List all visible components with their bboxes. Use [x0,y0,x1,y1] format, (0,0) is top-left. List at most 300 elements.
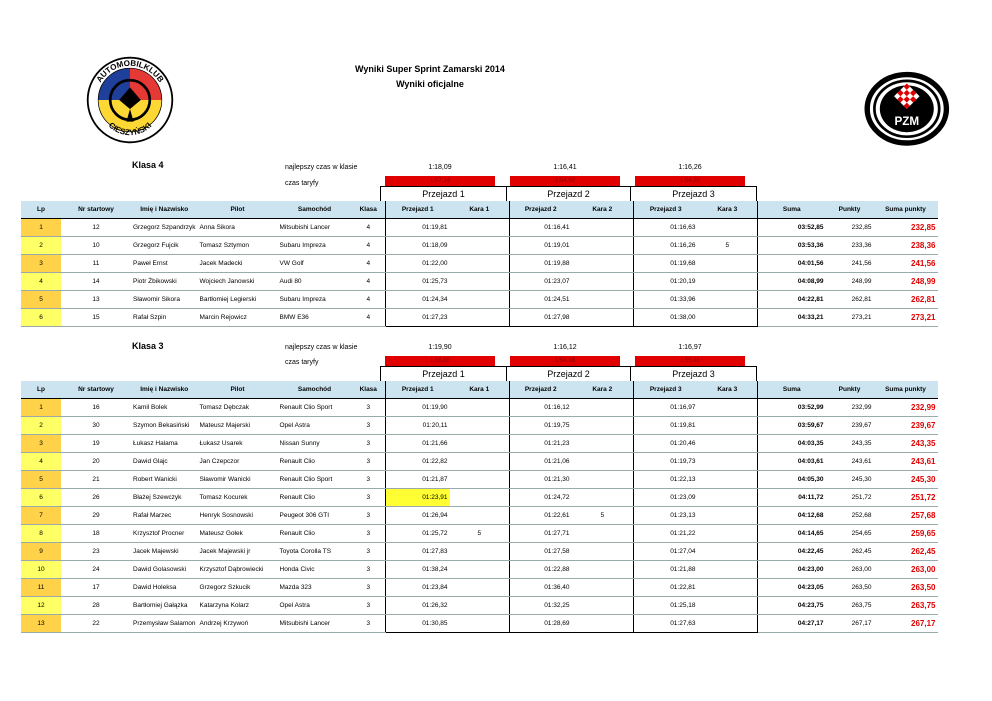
cell-lp: 1 [21,399,61,417]
cell-penalty-3 [698,453,758,471]
cell-penalty-2 [572,273,634,291]
column-header: Nr startowy [61,201,131,219]
cell-total-time: 04:27,17 [758,615,826,633]
cell-penalty-1 [450,273,510,291]
cell-points: 248,99 [826,273,874,291]
cell-lp: 5 [21,471,61,489]
column-header: Imię i Nazwisko [131,381,198,399]
table-row [21,309,938,327]
tariff-label: czas taryfy [285,359,319,366]
cell-car: Renault Clio [278,453,352,471]
cell-penalty-3 [698,255,758,273]
table-row [21,237,938,255]
cell-run-3: 01:22,13 [634,471,698,489]
cell-start-number: 23 [61,543,131,561]
cell-class: 4 [352,291,386,309]
best-time-label: najlepszy czas w klasie [285,344,358,351]
cell-penalty-3 [698,525,758,543]
column-header: Przejazd 2 [510,201,572,219]
cell-pilot: Jan Czepczor [198,453,278,471]
cell-penalty-1: 5 [450,525,510,543]
cell-penalty-1 [450,435,510,453]
cell-run-2: 01:28,69 [510,615,572,633]
cell-start-number: 13 [61,291,131,309]
table-row [21,489,938,507]
cell-run-1: 01:21,66 [386,435,450,453]
column-header: Samochód [278,381,352,399]
cell-class: 3 [352,435,386,453]
cell-driver: Paweł Ernst [131,255,198,273]
cell-points: 243,61 [826,453,874,471]
run-header-3: Przejazd 3 [630,186,757,202]
table-row [21,543,938,561]
cell-run-1: 01:18,09 [386,237,450,255]
column-header: Kara 2 [572,381,634,399]
cell-start-number: 20 [61,453,131,471]
cell-pilot: Krzysztof Dąbrowiecki [198,561,278,579]
column-header: Lp [21,201,61,219]
column-header: Klasa [352,381,386,399]
cell-points: 263,75 [826,597,874,615]
cell-penalty-2: 5 [572,507,634,525]
cell-total-points: 232,85 [874,219,938,237]
cell-run-1: 01:21,87 [386,471,450,489]
cell-pilot: Anna Sikora [198,219,278,237]
cell-pilot: Wojciech Janowski [198,273,278,291]
cell-points: 239,67 [826,417,874,435]
cell-run-3: 01:19,73 [634,453,698,471]
cell-lp: 3 [21,435,61,453]
cell-start-number: 10 [61,237,131,255]
svg-text:CIESZYŃSKI: CIESZYŃSKI [106,120,154,138]
tariff-time-2: 1:54,62 [510,176,620,187]
cell-run-1: 01:23,91 [386,489,450,507]
cell-penalty-1 [450,597,510,615]
cell-total-time: 03:52,85 [758,219,826,237]
cell-penalty-1 [450,255,510,273]
cell-class: 3 [352,399,386,417]
cell-run-3: 01:33,96 [634,291,698,309]
cell-pilot: Mateusz Gołek [198,525,278,543]
tariff-time-2: 1:54,18 [510,356,620,367]
run-header-2: Przejazd 2 [506,366,631,382]
cell-run-3: 01:16,26 [634,237,698,255]
cell-start-number: 24 [61,561,131,579]
cell-run-2: 01:24,72 [510,489,572,507]
table-row [21,399,938,417]
cell-class: 3 [352,471,386,489]
cell-run-2: 01:21,23 [510,435,572,453]
cell-total-time: 04:11,72 [758,489,826,507]
cell-driver: Jacek Majewski [131,543,198,561]
table-row [21,579,938,597]
cell-penalty-3 [698,417,758,435]
cell-penalty-3 [698,543,758,561]
cell-total-time: 04:33,21 [758,309,826,327]
cell-class: 3 [352,417,386,435]
cell-penalty-2 [572,291,634,309]
cell-driver: Przemysław Salamon [131,615,198,633]
cell-penalty-1 [450,237,510,255]
cell-total-points: 263,75 [874,597,938,615]
cell-start-number: 15 [61,309,131,327]
cell-class: 3 [352,543,386,561]
cell-driver: Dawid Glajc [131,453,198,471]
cell-penalty-3 [698,219,758,237]
cell-lp: 10 [21,561,61,579]
cell-total-points: 263,00 [874,561,938,579]
cell-pilot: Tomasz Dębczak [198,399,278,417]
cell-pilot: Henryk Sosnowski [198,507,278,525]
cell-penalty-1 [450,471,510,489]
cell-driver: Krzysztof Procner [131,525,198,543]
cell-penalty-3 [698,597,758,615]
column-header: Imię i Nazwisko [131,201,198,219]
cell-run-2: 01:21,30 [510,471,572,489]
cell-car: Honda Civic [278,561,352,579]
cell-points: 267,17 [826,615,874,633]
column-header: Suma punkty [874,201,938,219]
cell-start-number: 22 [61,615,131,633]
cell-penalty-3 [698,471,758,489]
cell-penalty-3 [698,561,758,579]
cell-run-3: 01:21,88 [634,561,698,579]
cell-class: 3 [352,525,386,543]
cell-penalty-1 [450,615,510,633]
cell-car: Opel Astra [278,417,352,435]
cell-run-3: 01:38,00 [634,309,698,327]
cell-car: VW Golf [278,255,352,273]
cell-total-points: 251,72 [874,489,938,507]
cell-lp: 2 [21,237,61,255]
results-table-klasa-4 [21,201,938,327]
cell-total-time: 03:53,36 [758,237,826,255]
cell-penalty-2 [572,561,634,579]
cell-penalty-1 [450,507,510,525]
cell-penalty-1 [450,399,510,417]
cell-car: Renault Clio Sport [278,471,352,489]
cell-class: 3 [352,597,386,615]
cell-start-number: 28 [61,597,131,615]
cell-run-1: 01:38,24 [386,561,450,579]
cell-class: 3 [352,507,386,525]
cell-total-time: 04:03,61 [758,453,826,471]
table-row [21,597,938,615]
cell-run-3: 01:16,97 [634,399,698,417]
best-time-3: 1:16,97 [678,344,702,351]
cell-start-number: 21 [61,471,131,489]
cell-start-number: 14 [61,273,131,291]
column-header: Punkty [826,381,874,399]
cell-start-number: 17 [61,579,131,597]
column-header: Samochód [278,201,352,219]
cell-penalty-3 [698,309,758,327]
tariff-label: czas taryfy [285,180,319,187]
cell-points: 262,81 [826,291,874,309]
cell-total-time: 04:22,45 [758,543,826,561]
cell-penalty-1 [450,453,510,471]
cell-car: Nissan Sunny [278,435,352,453]
cell-driver: Grzegorz Fujcik [131,237,198,255]
cell-car: Mazda 323 [278,579,352,597]
column-header: Nr startowy [61,381,131,399]
cell-penalty-3 [698,399,758,417]
cell-run-3: 01:27,04 [634,543,698,561]
table-row [21,219,938,237]
table-row [21,255,938,273]
cell-total-points: 241,56 [874,255,938,273]
cell-penalty-2 [572,597,634,615]
cell-start-number: 12 [61,219,131,237]
cell-penalty-1 [450,489,510,507]
cell-total-time: 04:08,99 [758,273,826,291]
cell-run-2: 01:27,58 [510,543,572,561]
cell-run-3: 01:25,18 [634,597,698,615]
cell-penalty-2 [572,237,634,255]
cell-run-2: 01:23,07 [510,273,572,291]
cell-total-time: 04:22,81 [758,291,826,309]
cell-total-points: 257,68 [874,507,938,525]
table-header-row [21,381,938,399]
column-header: Suma punkty [874,381,938,399]
cell-total-time: 04:23,05 [758,579,826,597]
cell-total-points: 243,61 [874,453,938,471]
cell-driver: Kamil Bolek [131,399,198,417]
column-header: Kara 3 [698,201,758,219]
cell-total-time: 03:52,99 [758,399,826,417]
cell-car: Opel Astra [278,597,352,615]
cell-points: 273,21 [826,309,874,327]
cell-driver: Sławomir Sikora [131,291,198,309]
cell-driver: Rafał Marzec [131,507,198,525]
cell-run-2: 01:16,12 [510,399,572,417]
cell-penalty-2 [572,525,634,543]
cell-penalty-3 [698,507,758,525]
cell-penalty-3 [698,273,758,291]
cell-run-2: 01:27,71 [510,525,572,543]
cell-run-1: 01:22,00 [386,255,450,273]
cell-total-points: 263,50 [874,579,938,597]
cell-class: 3 [352,489,386,507]
cell-penalty-2 [572,399,634,417]
best-time-2: 1:16,12 [553,344,577,351]
tariff-time-3: 1:55,46 [635,356,745,367]
cell-run-2: 01:22,61 [510,507,572,525]
cell-lp: 4 [21,453,61,471]
cell-driver: Błażej Szewczyk [131,489,198,507]
cell-penalty-3 [698,579,758,597]
cell-driver: Grzegorz Szpandrzyk [131,219,198,237]
automobilklub-logo-text [85,55,175,145]
cell-pilot: Tomasz Sztymon [198,237,278,255]
cell-car: Toyota Corolla TS [278,543,352,561]
cell-total-time: 04:23,75 [758,597,826,615]
cell-car: Renault Clio Sport [278,399,352,417]
cell-penalty-1 [450,543,510,561]
cell-penalty-3 [698,615,758,633]
cell-points: 251,72 [826,489,874,507]
cell-run-2: 01:22,88 [510,561,572,579]
cell-lp: 4 [21,273,61,291]
best-time-3: 1:16,26 [678,164,702,171]
cell-driver: Rafał Szpin [131,309,198,327]
cell-run-1: 01:19,90 [386,399,450,417]
cell-class: 3 [352,579,386,597]
column-header: Suma [758,381,826,399]
cell-lp: 7 [21,507,61,525]
cell-points: 263,50 [826,579,874,597]
cell-run-2: 01:19,88 [510,255,572,273]
cell-car: Subaru Impreza [278,237,352,255]
column-header: Pilot [198,201,278,219]
cell-run-3: 01:23,09 [634,489,698,507]
cell-lp: 11 [21,579,61,597]
cell-total-time: 04:14,65 [758,525,826,543]
cell-penalty-2 [572,309,634,327]
cell-class: 3 [352,615,386,633]
table-row [21,507,938,525]
cell-points: 245,30 [826,471,874,489]
cell-pilot: Grzegorz Szkucik [198,579,278,597]
run-header-1: Przejazd 1 [380,366,507,382]
tariff-time-1: 1:59,85 [385,356,495,367]
cell-total-time: 04:23,00 [758,561,826,579]
tariff-time-3: 1:54,39 [635,176,745,187]
table-row [21,525,938,543]
cell-total-points: 262,81 [874,291,938,309]
column-header: Przejazd 3 [634,381,698,399]
best-time-2: 1:16,41 [553,164,577,171]
table-row [21,561,938,579]
cell-total-points: 243,35 [874,435,938,453]
svg-text:AUTOMOBILKLUB: AUTOMOBILKLUB [94,58,166,84]
cell-run-1: 01:30,85 [386,615,450,633]
cell-total-points: 262,45 [874,543,938,561]
cell-penalty-2 [572,471,634,489]
cell-total-time: 04:03,35 [758,435,826,453]
run-header-2: Przejazd 2 [506,186,631,202]
column-header: Pilot [198,381,278,399]
column-header: Punkty [826,201,874,219]
column-header: Kara 2 [572,201,634,219]
cell-run-2: 01:19,01 [510,237,572,255]
cell-driver: Piotr Żbikowski [131,273,198,291]
cell-run-3: 01:27,63 [634,615,698,633]
column-header: Suma [758,201,826,219]
column-header: Kara 3 [698,381,758,399]
cell-total-points: 248,99 [874,273,938,291]
results-table-klasa-3 [21,381,938,633]
table-row [21,273,938,291]
cell-lp: 1 [21,219,61,237]
cell-class: 4 [352,309,386,327]
cell-driver: Bartłomiej Gałązka [131,597,198,615]
cell-penalty-3 [698,489,758,507]
cell-pilot: Mateusz Majerski [198,417,278,435]
table-row [21,435,938,453]
cell-lp: 2 [21,417,61,435]
cell-penalty-3: 5 [698,237,758,255]
cell-pilot: Sławomir Wanicki [198,471,278,489]
cell-driver: Łukasz Halama [131,435,198,453]
cell-car: Subaru Impreza [278,291,352,309]
cell-pilot: Marcin Rejowicz [198,309,278,327]
column-header: Kara 1 [450,201,510,219]
cell-run-2: 01:19,75 [510,417,572,435]
cell-penalty-2 [572,453,634,471]
cell-penalty-1 [450,219,510,237]
cell-points: 233,36 [826,237,874,255]
cell-class: 3 [352,453,386,471]
cell-total-time: 04:12,68 [758,507,826,525]
cell-points: 243,35 [826,435,874,453]
cell-driver: Dawid Holeksa [131,579,198,597]
cell-run-1: 01:20,11 [386,417,450,435]
cell-start-number: 11 [61,255,131,273]
cell-points: 241,56 [826,255,874,273]
cell-total-points: 238,36 [874,237,938,255]
run-header-1: Przejazd 1 [380,186,507,202]
cell-total-points: 239,67 [874,417,938,435]
cell-car: Renault Clio [278,525,352,543]
cell-penalty-3 [698,291,758,309]
cell-start-number: 29 [61,507,131,525]
table-row [21,471,938,489]
cell-run-3: 01:22,81 [634,579,698,597]
cell-run-1: 01:25,73 [386,273,450,291]
cell-total-time: 04:01,56 [758,255,826,273]
cell-run-1: 01:25,72 [386,525,450,543]
cell-run-3: 01:19,81 [634,417,698,435]
column-header: Przejazd 2 [510,381,572,399]
cell-points: 232,85 [826,219,874,237]
cell-run-2: 01:27,98 [510,309,572,327]
column-header: Przejazd 3 [634,201,698,219]
cell-run-2: 01:32,25 [510,597,572,615]
table-row [21,453,938,471]
column-header: Przejazd 1 [386,201,450,219]
cell-run-3: 01:16,63 [634,219,698,237]
cell-penalty-2 [572,435,634,453]
cell-pilot: Andrzej Krzywoń [198,615,278,633]
table-row [21,291,938,309]
cell-driver: Szymon Bekasiński [131,417,198,435]
table-row [21,417,938,435]
cell-lp: 3 [21,255,61,273]
pzm-logo [860,62,950,152]
cell-car: Renault Clio [278,489,352,507]
cell-penalty-2 [572,255,634,273]
cell-pilot: Jacek Majewski jr [198,543,278,561]
cell-total-points: 273,21 [874,309,938,327]
page-subtitle: Wyniki oficjalne [396,79,464,89]
cell-class: 4 [352,273,386,291]
cell-run-3: 01:20,19 [634,273,698,291]
cell-car: Audi 80 [278,273,352,291]
cell-penalty-3 [698,435,758,453]
column-header: Klasa [352,201,386,219]
cell-run-2: 01:36,40 [510,579,572,597]
cell-run-1: 01:26,32 [386,597,450,615]
cell-points: 252,68 [826,507,874,525]
cell-run-1: 01:26,94 [386,507,450,525]
cell-pilot: Tomasz Kocurek [198,489,278,507]
cell-run-2: 01:21,06 [510,453,572,471]
cell-run-2: 01:16,41 [510,219,572,237]
cell-car: Mitsubishi Lancer [278,219,352,237]
cell-run-1: 01:23,84 [386,579,450,597]
column-header: Kara 1 [450,381,510,399]
